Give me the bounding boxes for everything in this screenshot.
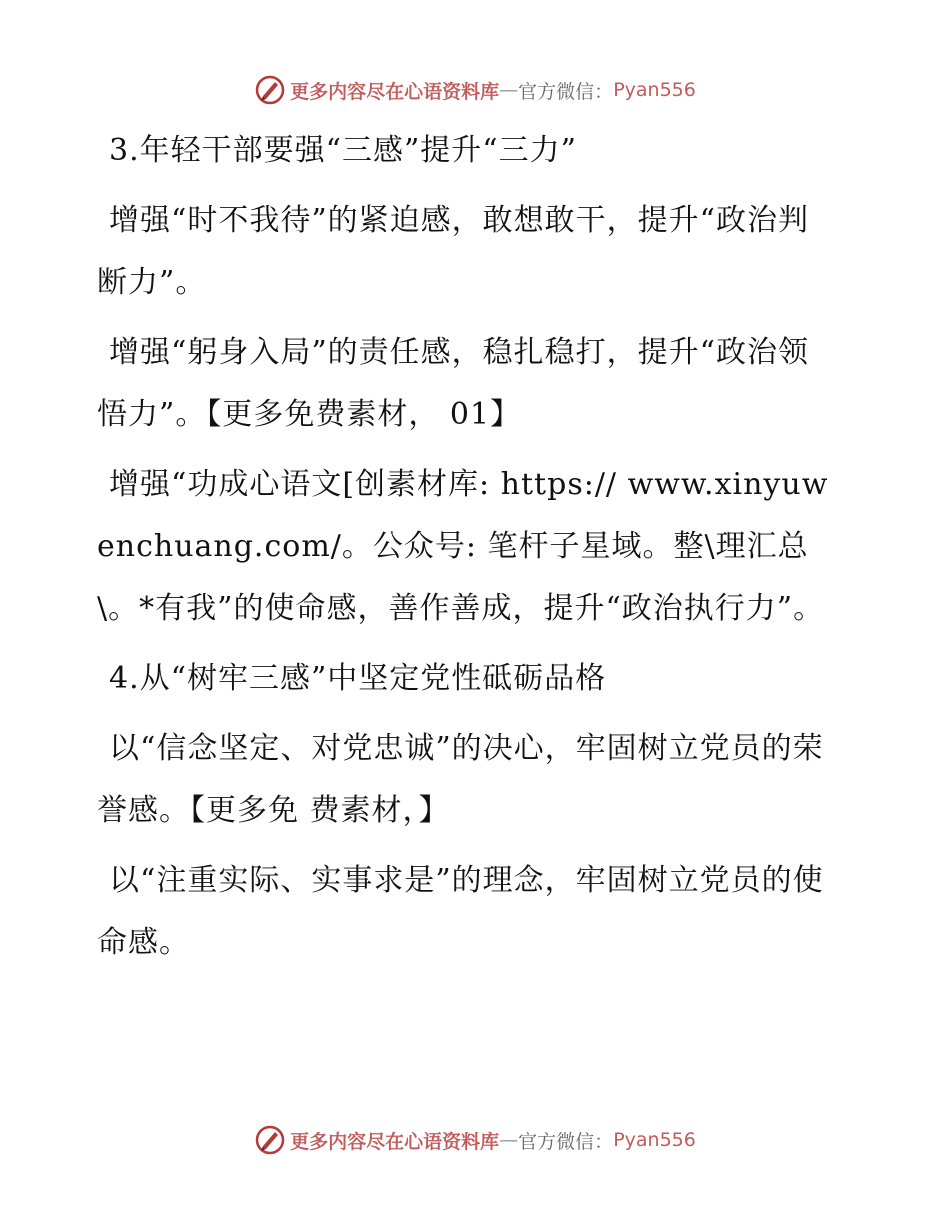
paragraph-responsibility: 增强“躬身入局”的责任感，稳扎稳打，提升“政治领悟力”。【更多免费素材， 01】	[97, 335, 810, 432]
paragraph-honor: 以“信念坚定、对党忠诚”的决心，牢固树立党员的荣誉感。【更多免 费素材，】	[97, 731, 824, 828]
banner-dash: —	[499, 1129, 519, 1151]
paragraph-urgency: 增强“时不我待”的紧迫感，敢想敢干，提升“政治判断力”。	[97, 203, 810, 300]
banner-wechat-id: Pyan556	[613, 79, 696, 101]
pen-seal-icon	[254, 1124, 286, 1156]
section-heading-3: 3.年轻干部要强“三感”提升“三力”	[109, 133, 577, 168]
banner-wechat-id: Pyan556	[613, 1129, 696, 1151]
paragraph-practical: 以“注重实际、实事求是”的理念，牢固树立党员的使命感。	[97, 863, 824, 960]
pen-seal-icon	[254, 74, 286, 106]
banner-main-text: 更多内容尽在心语资料库	[290, 1130, 500, 1153]
header-watermark-banner	[0, 70, 950, 110]
document-body	[97, 120, 837, 982]
section-heading-4: 4.从“树牢三感”中坚定党性砥砺品格	[109, 661, 607, 696]
banner-dash: —	[499, 79, 519, 101]
banner-wechat-label: 官方微信：	[518, 1130, 614, 1153]
banner-wechat-label: 官方微信：	[518, 80, 614, 103]
paragraph-mission: 增强“功成心语文[创素材库: https:// www.xinyuwenchuang.com/。公众号: 笔杆子星域。整\理汇总\。*有我”的使命感，善作善成，提升“政治执行力”。	[97, 467, 829, 626]
footer-watermark-banner	[0, 1120, 950, 1160]
banner-main-text: 更多内容尽在心语资料库	[290, 80, 500, 103]
